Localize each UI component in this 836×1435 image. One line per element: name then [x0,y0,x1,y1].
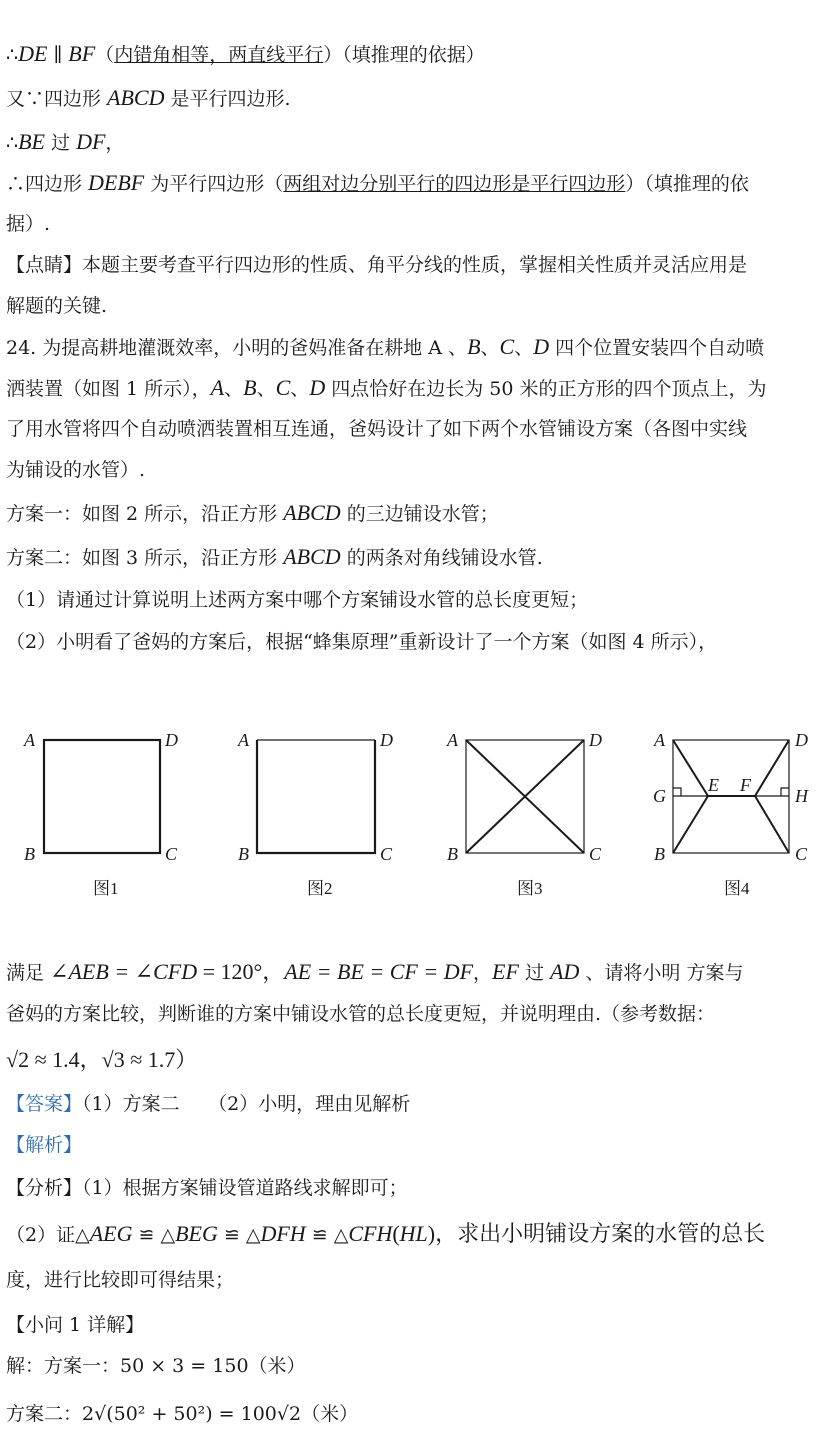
fig1-label-a: A [24,730,35,750]
text-line-15: （2）小明看了爸妈的方案后，根据“蜂集原理”重新设计了一个方案（如图 4 所示）， [6,631,718,653]
fig4-label-b: B [654,844,665,864]
fig4-line-be [673,796,708,853]
text-line-8: 24. 为提高耕地灌溉效率，小明的爸妈准备在耕地 A 、B、C、D 四个位置安装四个自动喷 [6,334,765,359]
fig4-line-cf [755,796,789,853]
fig1-label-d: D [165,730,178,750]
text-line-26: 方案二：2√(50² + 50²) = 100√2（米） [6,1403,359,1425]
text-line-6: 【点睛】本题主要考查平行四边形的性质、角平分线的性质，掌握相关性质并灵活应用是 [6,254,748,276]
analysis-tag: 【解析】 [6,1134,83,1156]
fig4-label-a: A [654,730,665,750]
text-line-22: （2）证△AEG ≌ △BEG ≌ △DFH ≌ △CFH(HL)，求出小明铺设方案的水管的总长 [6,1221,766,1246]
fig2-label-b: B [238,844,249,864]
text-line-17: 爸妈的方案比较，判断谁的方案中铺设水管的总长度更短，并说明理由.（参考数据： [6,1003,716,1025]
answer-tag: 【答案】 [6,1093,83,1115]
text-line-25: 解：方案一：50 × 3 = 150（米） [6,1355,306,1377]
fig4-right-angle-h [781,788,789,796]
figures-row [0,720,836,910]
figures-svg [0,720,836,910]
text-line-5: 据）. [6,213,51,235]
text-line-9: 洒装置（如图 1 所示），A、B、C、D 四点恰好在边长为 50 米的正方形的四个顶点上，为 [6,375,767,400]
fig2-label-a: A [238,730,249,750]
fig3-label-b: B [447,844,458,864]
answer-line: 【答案】（1）方案二 （2）小明，理由见解析 [6,1093,411,1115]
text-line-2: 又∵四边形 ABCD 是平行四边形. [6,85,291,110]
fig2-label-d: D [380,730,393,750]
fig3-label-a: A [447,730,458,750]
analysis-heading [6,1131,830,1159]
text-line-7: 解题的关键. [6,295,108,317]
text-line-14: （1）请通过计算说明上述两方案中哪个方案铺设水管的总长度更短； [6,589,589,611]
fig2-label-c: C [380,844,393,864]
fig3-label-d: D [589,730,602,750]
text-line-10: 了用水管将四个自动喷洒装置相互连通，爸妈设计了如下两个水管铺设方案（各图中实线 [6,418,748,440]
text-line-21: 【分析】（1）根据方案铺设管道路线求解即可； [6,1177,408,1199]
fig4-label-e: E [708,775,719,795]
fig4-caption: 图4 [724,879,750,898]
fig1-label-b: B [24,844,35,864]
fig4-label-h: H [795,786,808,806]
text-line-1: ∴DE ∥ BF（内错角相等，两直线平行）（填推理的依据） [6,41,485,66]
text-line-24: 【小问 1 详解】 [6,1314,145,1336]
fig4-label-d: D [795,730,808,750]
text-line-3: ∴BE 过 DF， [6,129,125,154]
fig4-label-f: F [740,775,751,795]
text-line-16: 满足 ∠AEB = ∠CFD = 120°，AE = BE = CF = DF，EF 过 AD 、请将小明 方案与 [6,959,744,984]
fig1-caption: 图1 [93,879,119,898]
text-line-13: 方案二：如图 3 所示，沿正方形 ABCD 的两条对角线铺设水管. [6,544,543,569]
fig1-label-c: C [165,844,178,864]
fig4-label-c: C [795,844,808,864]
text-line-11: 为铺设的水管）. [6,459,146,481]
fig2-three-sides [257,740,375,853]
fig3-caption: 图3 [517,879,543,898]
fig1-square [44,740,160,853]
text-line-12: 方案一：如图 2 所示，沿正方形 ABCD 的三边铺设水管； [6,500,499,525]
text-line-18: √2 ≈ 1.4，√3 ≈ 1.7） [6,1047,198,1072]
fig4-label-g: G [653,786,666,806]
fig3-label-c: C [589,844,602,864]
fig4-right-angle-g [673,788,681,796]
text-line-23: 度，进行比较即可得结果； [6,1269,235,1291]
fig2-caption: 图2 [307,879,333,898]
text-line-4: ∴四边形 DEBF 为平行四边形（两组对边分别平行的四边形是平行四边形）（填推理的依 [6,170,749,195]
